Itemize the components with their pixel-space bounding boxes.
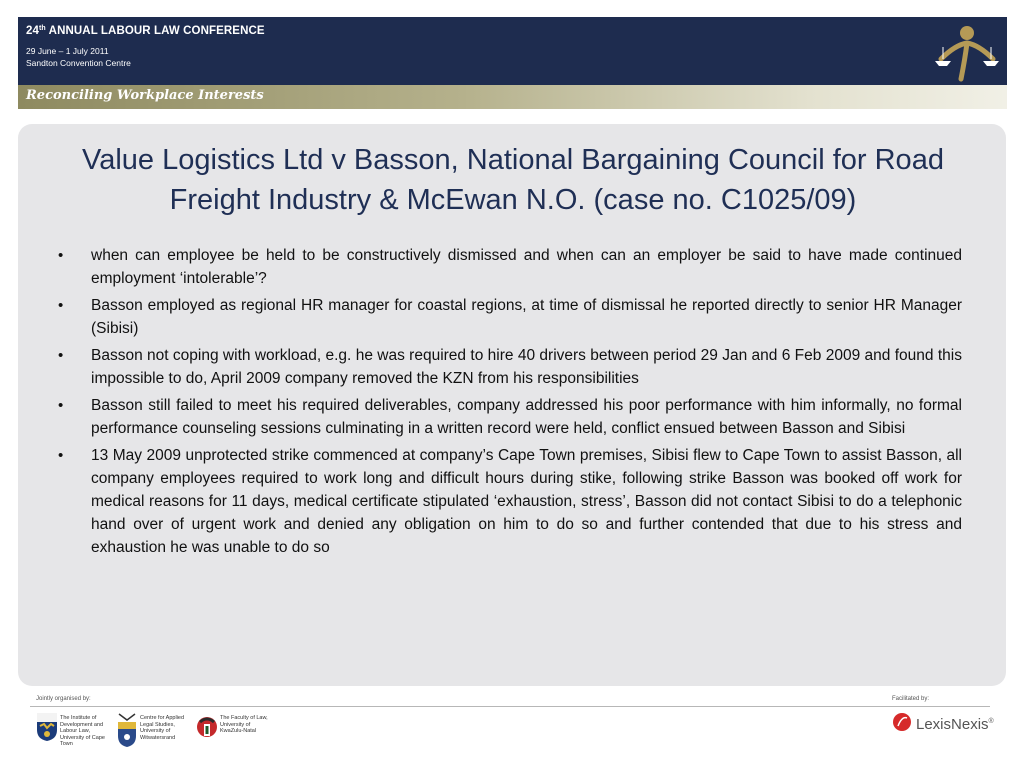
bullet-item: [58, 294, 962, 340]
bullet-dot: •: [58, 447, 64, 464]
org-name: The Faculty of Law, University of KwaZulu-Natal: [220, 715, 268, 734]
bullet-item: [58, 394, 962, 440]
conference-dates: 29 June – 1 July 2011: [26, 46, 109, 56]
slide-title: Value Logistics Ltd v Basson, National Bargaining Council for Road Freight Industry & McEwan N.O. (case no. C1025/09): [82, 144, 944, 216]
bullet-item: [58, 344, 962, 390]
org-name: The Institute of Development and Labour Law, University of Cape Town: [60, 715, 105, 747]
organised-by-label: Jointly organised by:: [36, 696, 91, 702]
tagline-bar: [18, 85, 1007, 109]
lexisnexis-logo: [892, 712, 992, 736]
conference-details: [26, 45, 131, 69]
facilitated-by-label: Facilitated by:: [892, 696, 930, 702]
wits-org: [116, 712, 185, 750]
uct-org: [36, 712, 105, 750]
conference-venue: Sandton Convention Centre: [26, 58, 131, 68]
bullet-dot: •: [58, 247, 64, 264]
content-panel: [18, 124, 1006, 686]
uct-crest-icon: [36, 712, 58, 742]
bullet-dot: •: [58, 297, 64, 314]
scales-of-justice-icon: [931, 19, 1001, 83]
bullet-text: Basson not coping with workload, e.g. he was required to hire 40 drivers between period 29 Jan and 6 Feb 2009 and found this impossible to do, April 2009 company removed the KZN from his responsibilities: [91, 347, 962, 387]
conference-banner: [18, 17, 1007, 85]
wits-crest-icon: [116, 712, 138, 748]
tagline: Reconciling Workplace Interests: [26, 88, 264, 103]
bullet-item: [58, 444, 962, 559]
footer-divider: [30, 706, 990, 707]
ukzn-org: [196, 712, 268, 750]
ukzn-crest-icon: [196, 712, 218, 742]
conference-title: 24th ANNUAL LABOUR LAW CONFERENCE: [26, 25, 265, 37]
org-name: Centre for Applied Legal Studies, University of Witwatersrand: [140, 715, 185, 741]
bullet-text: 13 May 2009 unprotected strike commenced at company’s Cape Town premises, Sibisi flew to Cape Town to assist Basson, all company employees required to work long and difficult hours during stike, following strike Basson was booked off work for medical reasons for 11 days, medical certificate stipulated ‘exhaustion, stress’, Basson did not contact Sibisi to do a telephonic hand over of urgent work and denied any obligation on him to do so and further contended that due to his stress and exhaustion he was unable to do so: [91, 447, 962, 556]
bullet-text: Basson employed as regional HR manager for coastal regions, at time of dismissal he reported directly to senior HR Manager (Sibisi): [91, 297, 962, 337]
lexisnexis-text: LexisNexis®: [916, 716, 994, 733]
bullet-dot: •: [58, 397, 64, 414]
bullet-text: Basson still failed to meet his required deliverables, company addressed his poor performance with him informally, no formal performance counseling sessions culminating in a written record were held, conflict ensued between Basson and Sibisi: [91, 397, 962, 437]
bullet-item: [58, 244, 962, 290]
bullet-list: [58, 244, 962, 563]
lexisnexis-logo-icon: [892, 712, 912, 732]
bullet-text: when can employee be held to be constructively dismissed and when can an employer be said to have made continued employment ‘intolerable’?: [91, 247, 962, 287]
bullet-dot: •: [58, 347, 64, 364]
